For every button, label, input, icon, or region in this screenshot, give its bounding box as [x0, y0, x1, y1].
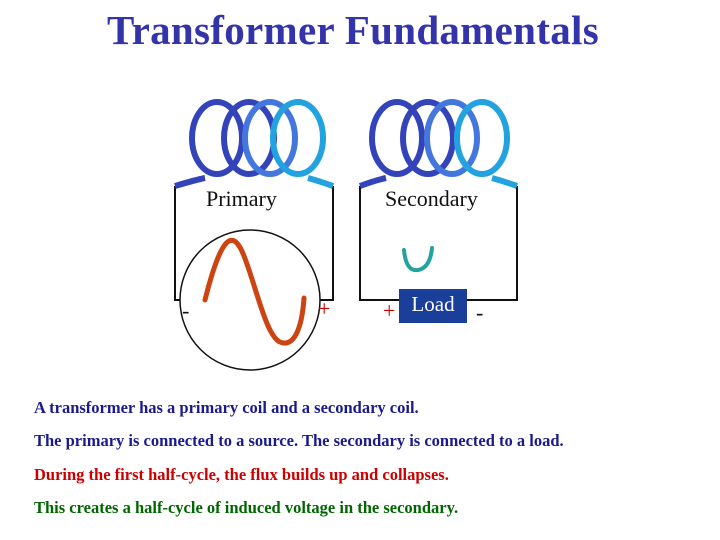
source-plus-sign: + — [318, 296, 331, 321]
ac-source-circle — [180, 230, 320, 370]
caption-line-4: This creates a half-cycle of induced voltage in the secondary. — [34, 498, 459, 517]
caption-line-3: During the first half-cycle, the flux builds up and collapses. — [34, 465, 449, 484]
primary-label: Primary — [206, 186, 277, 211]
caption-line-1: A transformer has a primary coil and a secondary coil. — [34, 398, 419, 417]
secondary-coil — [360, 102, 517, 186]
load-plus-sign: + — [383, 298, 396, 323]
source-minus-sign: - — [182, 298, 190, 323]
secondary-label: Secondary — [385, 186, 478, 211]
primary-coil — [175, 102, 333, 186]
secondary-loop-4 — [457, 102, 507, 174]
caption-line-2: The primary is connected to a source. The secondary is connected to a load. — [34, 431, 564, 450]
slide-title: Transformer Fundamentals — [107, 7, 599, 53]
secondary-loop-1 — [372, 102, 422, 174]
induced-half-wave — [404, 248, 432, 270]
load-box: Load — [399, 289, 467, 323]
load-minus-sign: - — [476, 300, 484, 325]
